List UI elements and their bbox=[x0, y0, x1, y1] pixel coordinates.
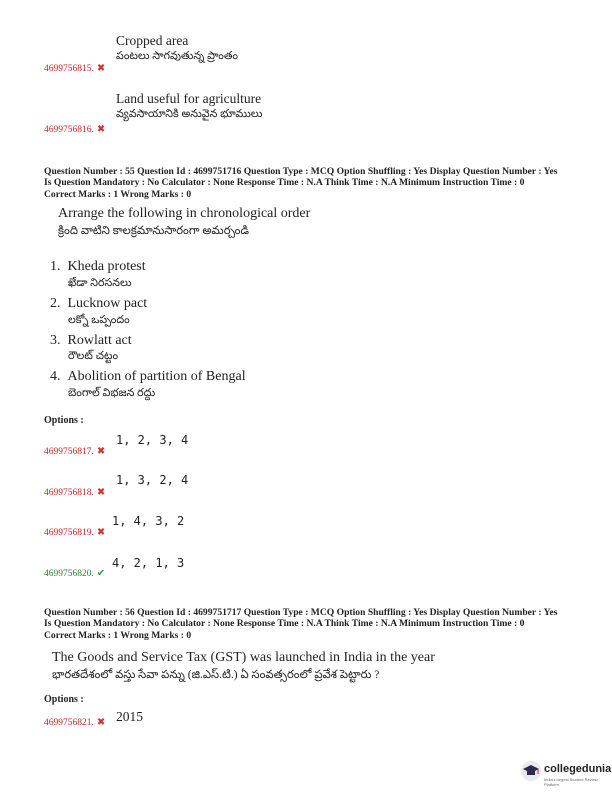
logo-name: collegedunia bbox=[544, 763, 612, 775]
prev-option-1-text-en: Cropped area bbox=[116, 33, 189, 48]
q55-option-2-id bbox=[44, 487, 105, 498]
item-text-en: Kheda protest bbox=[67, 259, 146, 274]
q56-meta-line1: Question Number : 56 Question Id : 4699751717 Question Type : MCQ Option Shuffling : Yes Display Question Number : Yes bbox=[44, 607, 558, 618]
cross-icon: ✖ bbox=[96, 446, 106, 457]
cross-icon: ✖ bbox=[96, 717, 106, 728]
q55-item-1-te: ఖేడా నిరసనలు bbox=[68, 277, 132, 289]
q55-option-3-value: 1, 4, 3, 2 bbox=[112, 514, 185, 528]
prev-option-1-text-te: పంటలు సాగవుతున్న ప్రాంతం bbox=[116, 50, 239, 62]
q55-option-1-id bbox=[44, 446, 105, 457]
q55-item-2 bbox=[50, 296, 147, 312]
prev-option-2-text-te: వ్యవసాయానికి అనువైన భూములు bbox=[116, 108, 263, 120]
q55-question-text-en: Arrange the following in chronological order bbox=[58, 206, 311, 221]
option-id-label: 4699756820. bbox=[44, 569, 94, 579]
q55-options-label: Options : bbox=[44, 415, 84, 426]
cross-icon: ✖ bbox=[96, 527, 106, 538]
q55-item-4-te: బెంగాల్ విభజన రద్దు bbox=[68, 387, 156, 399]
q56-marks: Correct Marks : 1 Wrong Marks : 0 bbox=[44, 630, 192, 641]
item-text-en: Abolition of partition of Bengal bbox=[67, 369, 246, 384]
option-id-label: 4699756815. bbox=[44, 64, 94, 74]
q55-option-4-id bbox=[44, 568, 105, 579]
item-number: 4. bbox=[50, 369, 61, 384]
q56-question-text-te: భారతదేశంలో వస్తు సేవా పన్ను (జి.ఎస్.టి.) ఏ సంవత్సరంలో ప్రవేశ పెట్టారు ? bbox=[52, 669, 380, 681]
collegedunia-logo bbox=[520, 758, 610, 788]
q56-meta-line2: Is Question Mandatory : No Calculator : None Response Time : N.A Think Time : N.A Minimum Instruction Time : 0 bbox=[44, 618, 525, 629]
prev-option-2-text-en: Land useful for agriculture bbox=[116, 91, 262, 106]
item-text-en: Lucknow pact bbox=[67, 296, 148, 311]
q55-item-4 bbox=[50, 369, 246, 385]
item-number: 3. bbox=[50, 333, 61, 348]
q55-option-4-value: 4, 2, 1, 3 bbox=[112, 556, 185, 570]
item-text-en: Rowlatt act bbox=[67, 333, 132, 348]
cross-icon: ✖ bbox=[96, 487, 106, 498]
graduation-cap-icon bbox=[520, 760, 542, 782]
logo-tagline: India's largest Student Review Platform bbox=[544, 777, 598, 787]
q55-option-1-value: 1, 2, 3, 4 bbox=[116, 433, 189, 447]
q55-meta-line2: Is Question Mandatory : No Calculator : None Response Time : N.A Think Time : N.A Minimum Instruction Time : 0 bbox=[44, 177, 525, 188]
q56-option-1-id bbox=[44, 717, 105, 728]
q56-question-text-en: The Goods and Service Tax (GST) was launched in India in the year bbox=[52, 650, 435, 665]
q56-options-label: Options : bbox=[44, 694, 84, 705]
q55-item-2-te: లక్నో ఒప్పందం bbox=[68, 314, 130, 326]
option-id-label: 4699756819. bbox=[44, 528, 94, 538]
q55-meta-line1: Question Number : 55 Question Id : 4699751716 Question Type : MCQ Option Shuffling : Yes Display Question Number : Yes bbox=[44, 166, 558, 177]
item-number: 2. bbox=[50, 296, 61, 311]
q55-option-3-id bbox=[44, 527, 105, 538]
option-id-label: 4699756821. bbox=[44, 718, 94, 728]
check-icon: ✔ bbox=[96, 568, 106, 579]
option-id-label: 4699756817. bbox=[44, 447, 94, 457]
cross-icon: ✖ bbox=[96, 63, 106, 74]
q55-item-1 bbox=[50, 259, 146, 275]
q55-item-3-te: రౌలట్ చట్టం bbox=[68, 350, 119, 362]
q55-option-2-value: 1, 3, 2, 4 bbox=[116, 473, 189, 487]
q55-question-text-te: క్రింది వాటిని కాలక్రమానుసారంగా అమర్చండి bbox=[58, 225, 250, 237]
q56-option-1-value: 2015 bbox=[116, 709, 143, 724]
prev-option-1-id bbox=[44, 63, 105, 74]
q55-item-3 bbox=[50, 333, 132, 349]
option-id-label: 4699756818. bbox=[44, 488, 94, 498]
item-number: 1. bbox=[50, 259, 61, 274]
option-id-label: 4699756816. bbox=[44, 125, 94, 135]
q55-marks: Correct Marks : 1 Wrong Marks : 0 bbox=[44, 189, 192, 200]
cross-icon: ✖ bbox=[96, 124, 106, 135]
prev-option-2-id bbox=[44, 124, 105, 135]
